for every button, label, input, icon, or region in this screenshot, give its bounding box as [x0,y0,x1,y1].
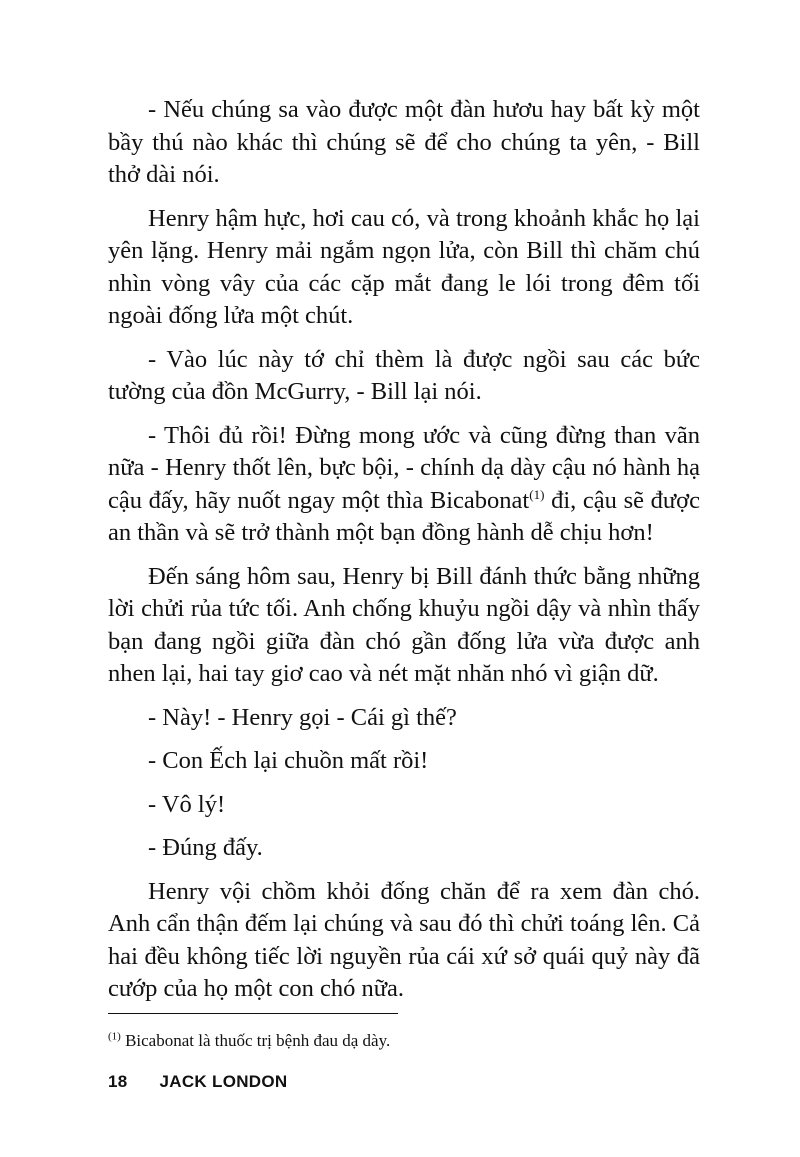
paragraph-6: - Này! - Henry gọi - Cái gì thế? [148,703,457,731]
paragraph-1: - Nếu chúng sa vào được một đàn hươu hay bất kỳ một bầy thú nào khác thì chúng sẽ để cho chúng ta yên, - Bill thở dài nói. [108,96,700,188]
running-author: JACK LONDON [159,1072,288,1091]
page-body [108,94,700,1017]
paragraph-5: Đến sáng hôm sau, Henry bị Bill đánh thức bằng những lời chửi rủa tức tối. Anh chống khuỷu ngồi dậy và nhìn thấy bạn đang ngồi giữa đàn chó gần đống lửa vừa được anh nhen lại, hai tay giơ cao và nét mặt nhăn nhó vì giận dữ. [108,562,700,687]
paragraph-3: - Vào lúc này tớ chỉ thèm là được ngồi sau các bức tường của đồn McGurry, - Bill lại nói. [108,345,700,405]
paragraph-10: Henry vội chồm khỏi đống chăn để ra xem đàn chó. Anh cẩn thận đếm lại chúng và sau đó thì chửi toáng lên. Cả hai đều không tiếc lời nguyền rủa cái xứ sở quái quỷ này đã cướp của họ một con chó nữa. [108,877,700,1002]
paragraph-4 [108,420,700,550]
paragraph-4-text-after: đi, cậu sẽ được an thần và sẽ trở thành một bạn đồng hành dễ chịu hơn! [108,486,700,546]
paragraph-8: - Vô lý! [148,790,226,818]
paragraph-9: - Đúng đấy. [148,834,263,861]
paragraph-7: - Con Ếch lại chuồn mất rồi! [148,747,429,774]
paragraph-4-text-before: - Thôi đủ rồi! Đừng mong ước và cũng đừng than vãn nữa - Henry thốt lên, bực bội, - chính dạ dày cậu nó hành hạ cậu đấy, hãy nuốt ngay một thìa Bicabonat [108,421,700,514]
footnote-marker: (1) [108,1030,121,1043]
paragraph-2: Henry hậm hực, hơi cau có, và trong khoảnh khắc họ lại yên lặng. Henry mải ngắm ngọn lửa, còn Bill thì chăm chú nhìn vòng vây của các cặp mắt đang le lói trong đêm tối ngoài đống lửa một chút. [108,204,700,329]
page-footer [108,1072,288,1092]
footnote-divider [108,1013,398,1014]
footnote-text: Bicabonat là thuốc trị bệnh đau dạ dày. [120,1031,391,1050]
footnote [108,1030,390,1052]
footnote-reference: (1) [529,486,545,502]
page-number: 18 [108,1072,128,1091]
